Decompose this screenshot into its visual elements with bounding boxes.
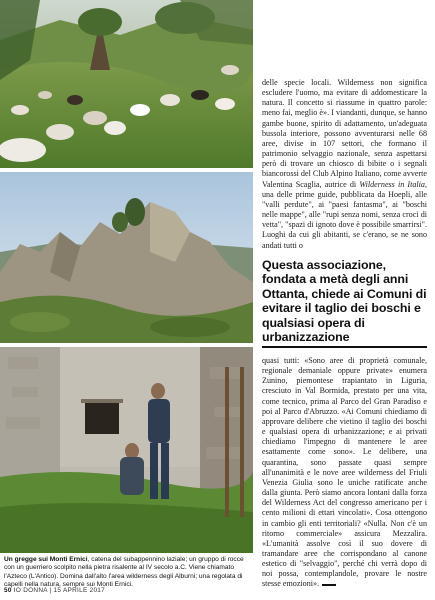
- caption-text: , catena del subappennino laziale; un gruppo di rocce con un guerriero scolpito nella pietra risalente al IV secolo a.C. Viene chiamato l'Azteco (L'Antico). Domina dall'alto l'area wilderness degli Alburni; una regolata di capelli nella natura, sempre sui Monti Ernici.: [4, 556, 244, 589]
- goats-photo-illustration: [0, 0, 253, 168]
- magazine-issue: IO DONNA | 15 APRILE 2017: [13, 587, 106, 594]
- body-text-top: [262, 78, 427, 250]
- page-number: 50: [4, 587, 12, 594]
- stone-house-couple-photo: [0, 347, 253, 553]
- house-photo-illustration: [0, 347, 253, 553]
- body-text-top-part-1: delle specie locali. Wilderness non significa escludere l'uomo, ma evitare di addomesticare la natura. Il concetto si riassume in quattro parole: meno fai, meglio è». I viandanti, dunque, se hanno gambe buone, spirito di adattamento, un'adeguata bussola interiore, possono avventurarsi nelle 68 aree, divise in 107 settori, che formano il patrimonio selvaggio nazionale, senza aspettarsi però di trovare un chiosco di bibite o i segnali biancorossi del Club Alpino Italiano, come avverte Valentina Scaglia, autrice di: [262, 78, 427, 189]
- end-of-article-mark: [322, 584, 336, 586]
- body-text-top-part-2: , una delle prime guide, pubblicata da Hoepli, alle "valli perdute", ai "paesi fantasma", ai "boschi nelle mappe", alle "rupi senza nomi, senza croci di vetta", "spazi di ignoto dove è possibile smarrirsi". Luoghi da cui gli abitanti, se c'erano, se ne sono andati tutti o: [262, 179, 427, 250]
- body-text-bottom-content: quasi tutti: «Sono aree di proprietà comunale, regionale demaniale oppure private» enumera Zunino, piemontese trapiantato in Liguria, cresciuto in Val Bormida, prestato per una vita, come tecnico, prima al Parco del Gran Paradiso e poi al Parco d'Abruzzo. «Ai Comuni chiediamo di approvare delibere che vietino il taglio dei boschi e qualsiasi opera di urbanizzazione; e ai privati chiediamo l'impegno di mantenere le aree esattamente come sono». Le delibere, una quarantina, sono passate quasi sempre all'unanimità e le nove aree wilderness del Friuli Venezia Giulia sono le uniche ratificate anche dalla giunta. Però siamo ancora lontani dalla forza del Wilderness Act del congresso americano per i cento milioni di ettari vincolati». Cosa ottengono in cambio gli enti territoriali? «Nulla. Non c'è un ritorno commerciale» assicura Mezzalira. «L'umanità assolve così il suo dovere di tramandare aree che corrispondano al canone estetico di "selvaggio", perché chi verrà dopo di noi possa, contemplandole, provare le nostre stesse emozioni».: [262, 356, 427, 589]
- pull-quote-rule: [262, 346, 427, 348]
- body-text-bottom: [262, 356, 427, 589]
- rocks-photo-illustration: [0, 172, 253, 343]
- goats-on-hillside-photo: [0, 0, 253, 168]
- pull-quote: Questa associazione, fondata a metà degli anni Ottanta, chiede ai Comuni di evitare il taglio dei boschi e qualsiasi opera di urbanizzazione: [262, 258, 427, 345]
- book-title: Wilderness in Italia: [359, 179, 425, 189]
- page-folio: [4, 587, 105, 594]
- photo-caption: [4, 556, 254, 590]
- caption-lead: Un gregge sui Monti Ernici: [4, 556, 88, 563]
- rocky-peak-photo: [0, 172, 253, 343]
